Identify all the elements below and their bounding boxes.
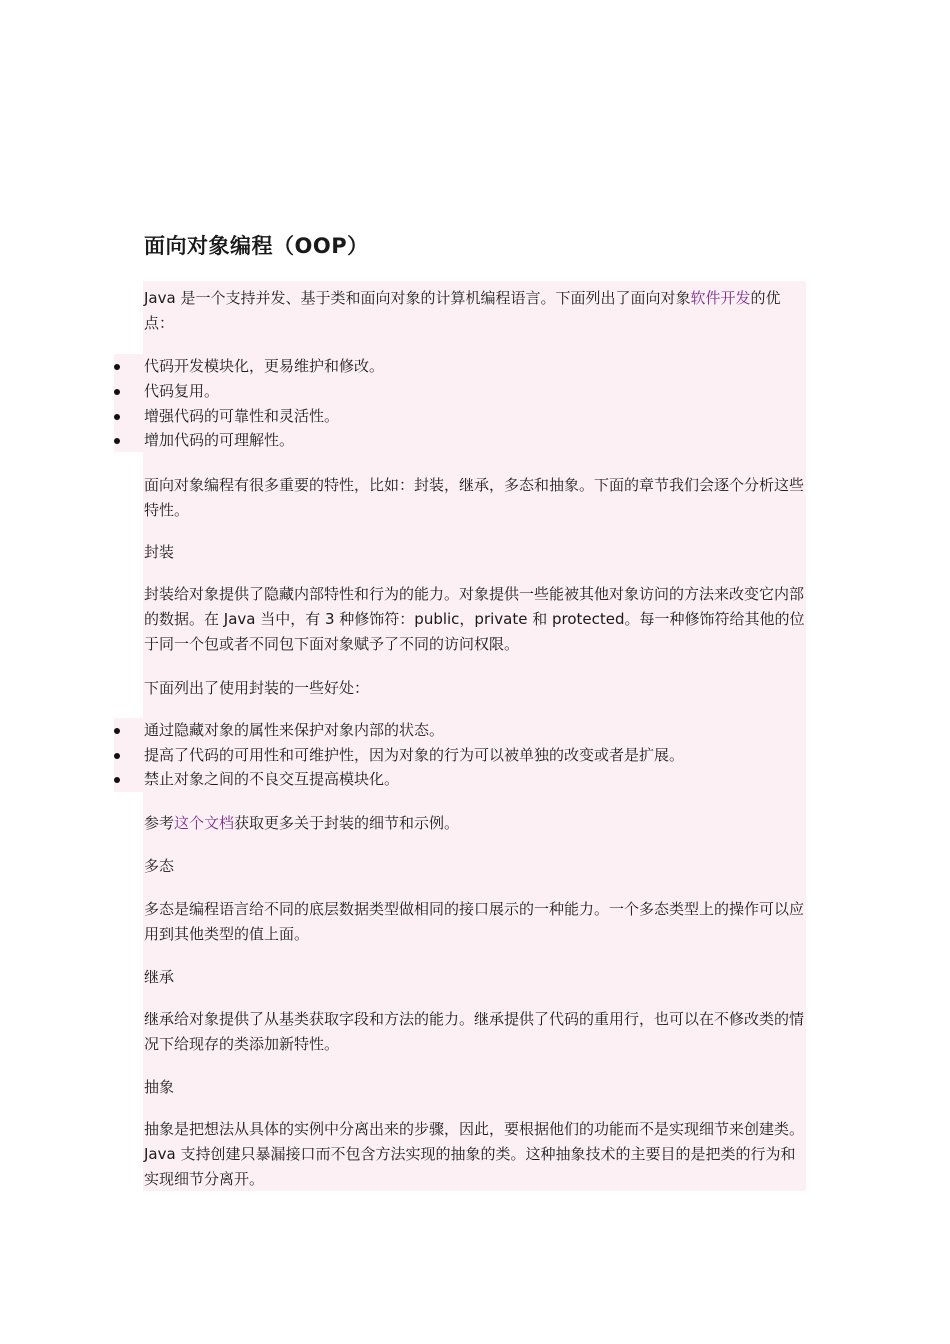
reference-text-end: 获取更多关于封装的细节和示例。 [234, 814, 460, 832]
list-item [144, 379, 806, 404]
software-development-link[interactable]: 软件开发 [690, 289, 751, 307]
abstraction-heading: 抽象 [144, 1078, 175, 1096]
list-item [144, 354, 806, 379]
encapsulation-benefits-intro: 下面列出了使用封装的一些好处： [144, 679, 370, 697]
list-item-text: 代码复用。 [144, 382, 220, 400]
reference-paragraph [144, 811, 806, 836]
list-item [144, 718, 806, 743]
reference-text: 参考 [144, 814, 175, 832]
inheritance-paragraph: 继承给对象提供了从基类获取字段和方法的能力。继承提供了代码的重用行，也可以在不修改类的情况下给现存的类添加新特性。 [144, 1010, 805, 1053]
list-item [144, 743, 806, 768]
polymorphism-paragraph: 多态是编程语言给不同的底层数据类型做相同的接口展示的一种能力。一个多态类型上的操作可以应用到其他类型的值上面。 [144, 900, 805, 943]
bullet-icon [114, 728, 120, 734]
features-intro-paragraph: 面向对象编程有很多重要的特性，比如：封装，继承，多态和抽象。下面的章节我们会逐个分析这些特性。 [144, 476, 805, 519]
list-item-text: 提高了代码的可用性和可维护性，因为对象的行为可以被单独的改变或者是扩展。 [144, 746, 685, 764]
bullet-icon [114, 364, 120, 370]
intro-text-end: 的优点： [144, 289, 781, 332]
list-item-text: 增强代码的可靠性和灵活性。 [144, 407, 340, 425]
intro-text: Java 是一个支持并发、基于类和面向对象的计算机编程语言。下面列出了面向对象 [144, 289, 691, 307]
intro-paragraph [144, 286, 806, 336]
bullet-icon [114, 414, 120, 420]
list-item-text: 通过隐藏对象的属性来保护对象内部的状态。 [144, 721, 445, 739]
list-item [144, 404, 806, 429]
bullet-icon [114, 753, 120, 759]
abstraction-paragraph: 抽象是把想法从具体的实例中分离出来的步骤，因此，要根据他们的功能而不是实现细节来创建类。Java 支持创建只暴漏接口而不包含方法实现的抽象的类。这种抽象技术的主要目的是把类的行为和实现细节分离开。 [144, 1120, 805, 1188]
list-item-text: 增加代码的可理解性。 [144, 431, 295, 449]
encapsulation-paragraph: 封装给对象提供了隐藏内部特性和行为的能力。对象提供一些能被其他对象访问的方法来改变它内部的数据。在 Java 当中，有 3 种修饰符：public，private 和 protected。每一种修饰符给其他的位于同一个包或者不同包下面对象赋予了不同的访问权限。 [144, 585, 805, 653]
list-item-text: 代码开发模块化，更易维护和修改。 [144, 357, 385, 375]
encapsulation-heading: 封装 [144, 543, 175, 561]
polymorphism-heading: 多态 [144, 857, 175, 875]
bullet-icon [114, 438, 120, 444]
list-item [144, 767, 806, 792]
list-item [144, 428, 806, 453]
bullet-icon [114, 389, 120, 395]
page-title: 面向对象编程（OOP） [144, 234, 369, 258]
document-link[interactable]: 这个文档 [174, 814, 235, 832]
list-item-text: 禁止对象之间的不良交互提高模块化。 [144, 770, 400, 788]
bullet-icon [114, 777, 120, 783]
inheritance-heading: 继承 [144, 968, 175, 986]
